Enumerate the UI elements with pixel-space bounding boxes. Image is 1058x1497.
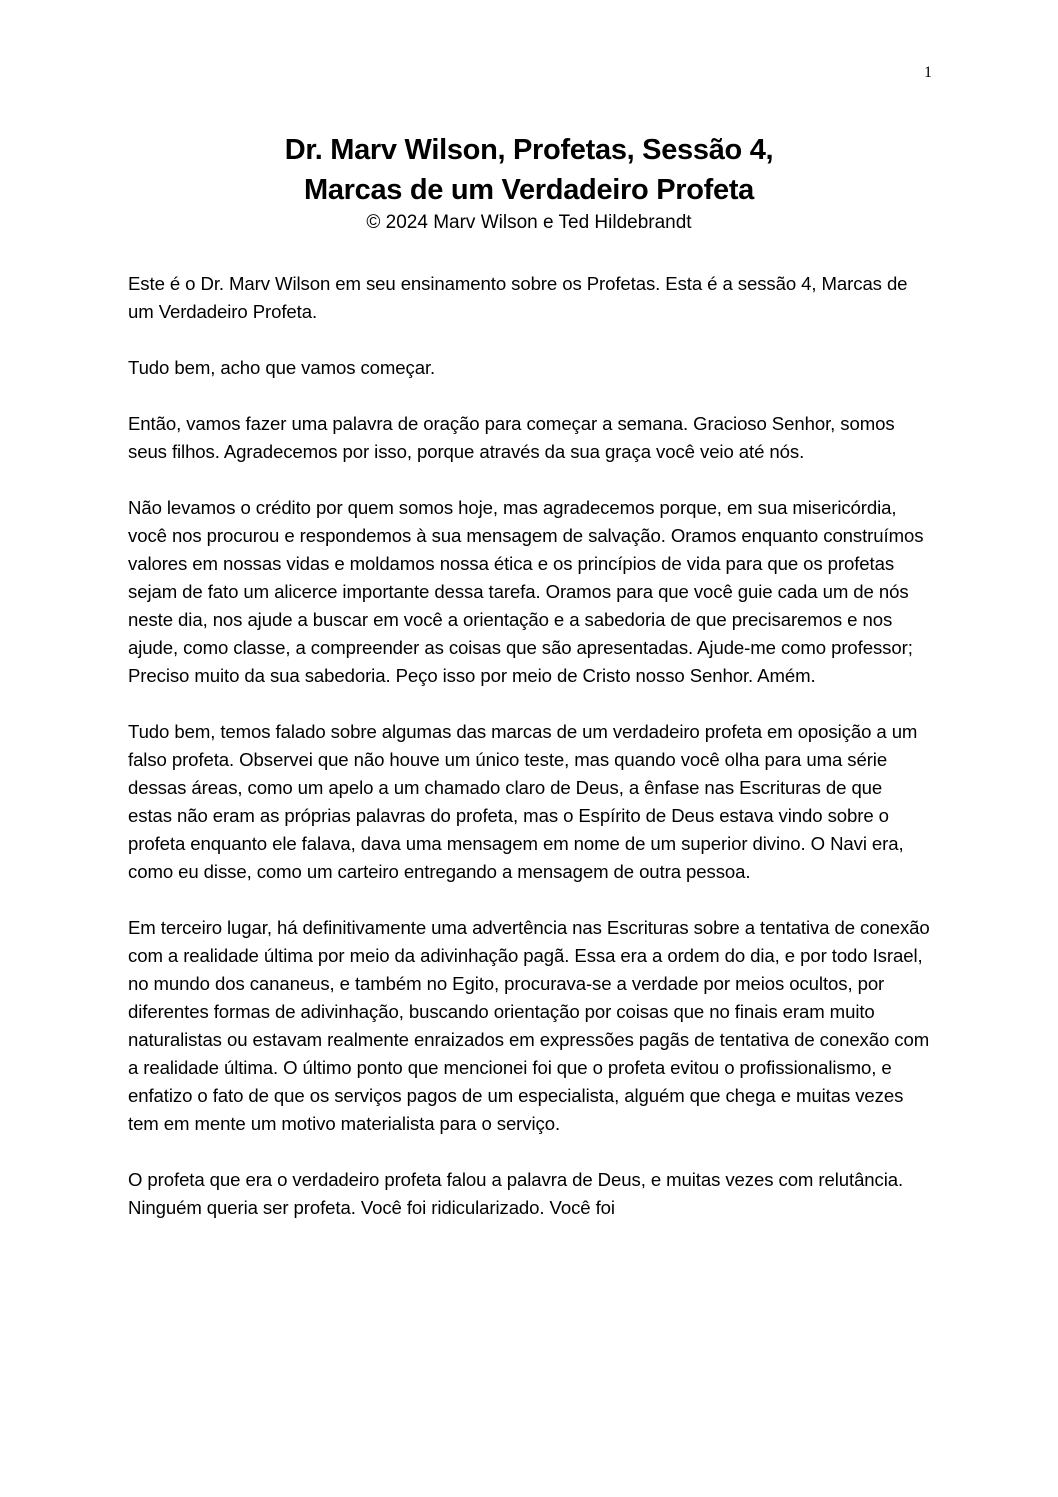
page-number: 1 <box>924 64 932 81</box>
paragraph-start: Tudo bem, acho que vamos começar. <box>128 357 436 378</box>
title-block <box>128 130 930 236</box>
body-text <box>128 270 930 1222</box>
document-title-line-1: Dr. Marv Wilson, Profetas, Sessão 4, <box>284 134 774 166</box>
paragraph-intro: Este é o Dr. Marv Wilson em seu ensinamento sobre os Profetas. Esta é a sessão 4, Marcas de um Verdadeiro Profeta. <box>128 273 908 322</box>
paragraph-prayer-opening: Então, vamos fazer uma palavra de oração para começar a semana. Gracioso Senhor, somos seus filhos. Agradecemos por isso, porque através da sua graça você veio até nós. <box>128 413 895 462</box>
copyright-notice: © 2024 Marv Wilson e Ted Hildebrandt <box>366 212 692 233</box>
paragraph-divination: Em terceiro lugar, há definitivamente uma advertência nas Escrituras sobre a tentativa de conexão com a realidade última por meio da adivinhação pagã. Essa era a ordem do dia, e por todo Israel, no mundo dos cananeus, e também no Egito, procurava-se a verdade por meios ocultos, por diferentes formas de adivinhação, buscando orientação por coisas que no finais eram muito naturalistas ou estavam realmente enraizados em expressões pagãs de tentativa de conexão com a realidade última. O último ponto que mencionei foi que o profeta evitou o profissionalismo, e enfatizo o fato de que os serviços pagos de um especialista, alguém que chega e muitas vezes tem em mente um motivo materialista para o serviço. <box>128 917 930 1134</box>
paragraph-marks-review: Tudo bem, temos falado sobre algumas das marcas de um verdadeiro profeta em oposição a um falso profeta. Observei que não houve um único teste, mas quando você olha para uma série dessas áreas, como um apelo a um chamado claro de Deus, a ênfase nas Escrituras de que estas não eram as próprias palavras do profeta, mas o Espírito de Deus estava vindo sobre o profeta enquanto ele falava, dava uma mensagem em nome de um superior divino. O Navi era, como eu disse, como um carteiro entregando a mensagem de outra pessoa. <box>128 721 918 882</box>
paragraph-prayer-body: Não levamos o crédito por quem somos hoje, mas agradecemos porque, em sua misericórdia, você nos procurou e respondemos à sua mensagem de salvação. Oramos enquanto construímos valores em nossas vidas e moldamos nossa ética e os princípios de vida para que os profetas sejam de fato um alicerce importante dessa tarefa. Oramos para que você guie cada um de nós neste dia, nos ajude a buscar em você a orientação e a sabedoria de que precisaremos e nos ajude, como classe, a compreender as coisas que são apresentadas. Ajude-me como professor; Preciso muito da sua sabedoria. Peço isso por meio de Cristo nosso Senhor. Amém. <box>128 497 924 686</box>
document-title-line-2: Marcas de um Verdadeiro Profeta <box>303 174 755 206</box>
paragraph-true-prophet: O profeta que era o verdadeiro profeta falou a palavra de Deus, e muitas vezes com relutância. Ninguém queria ser profeta. Você foi ridicularizado. Você foi <box>128 1169 904 1218</box>
